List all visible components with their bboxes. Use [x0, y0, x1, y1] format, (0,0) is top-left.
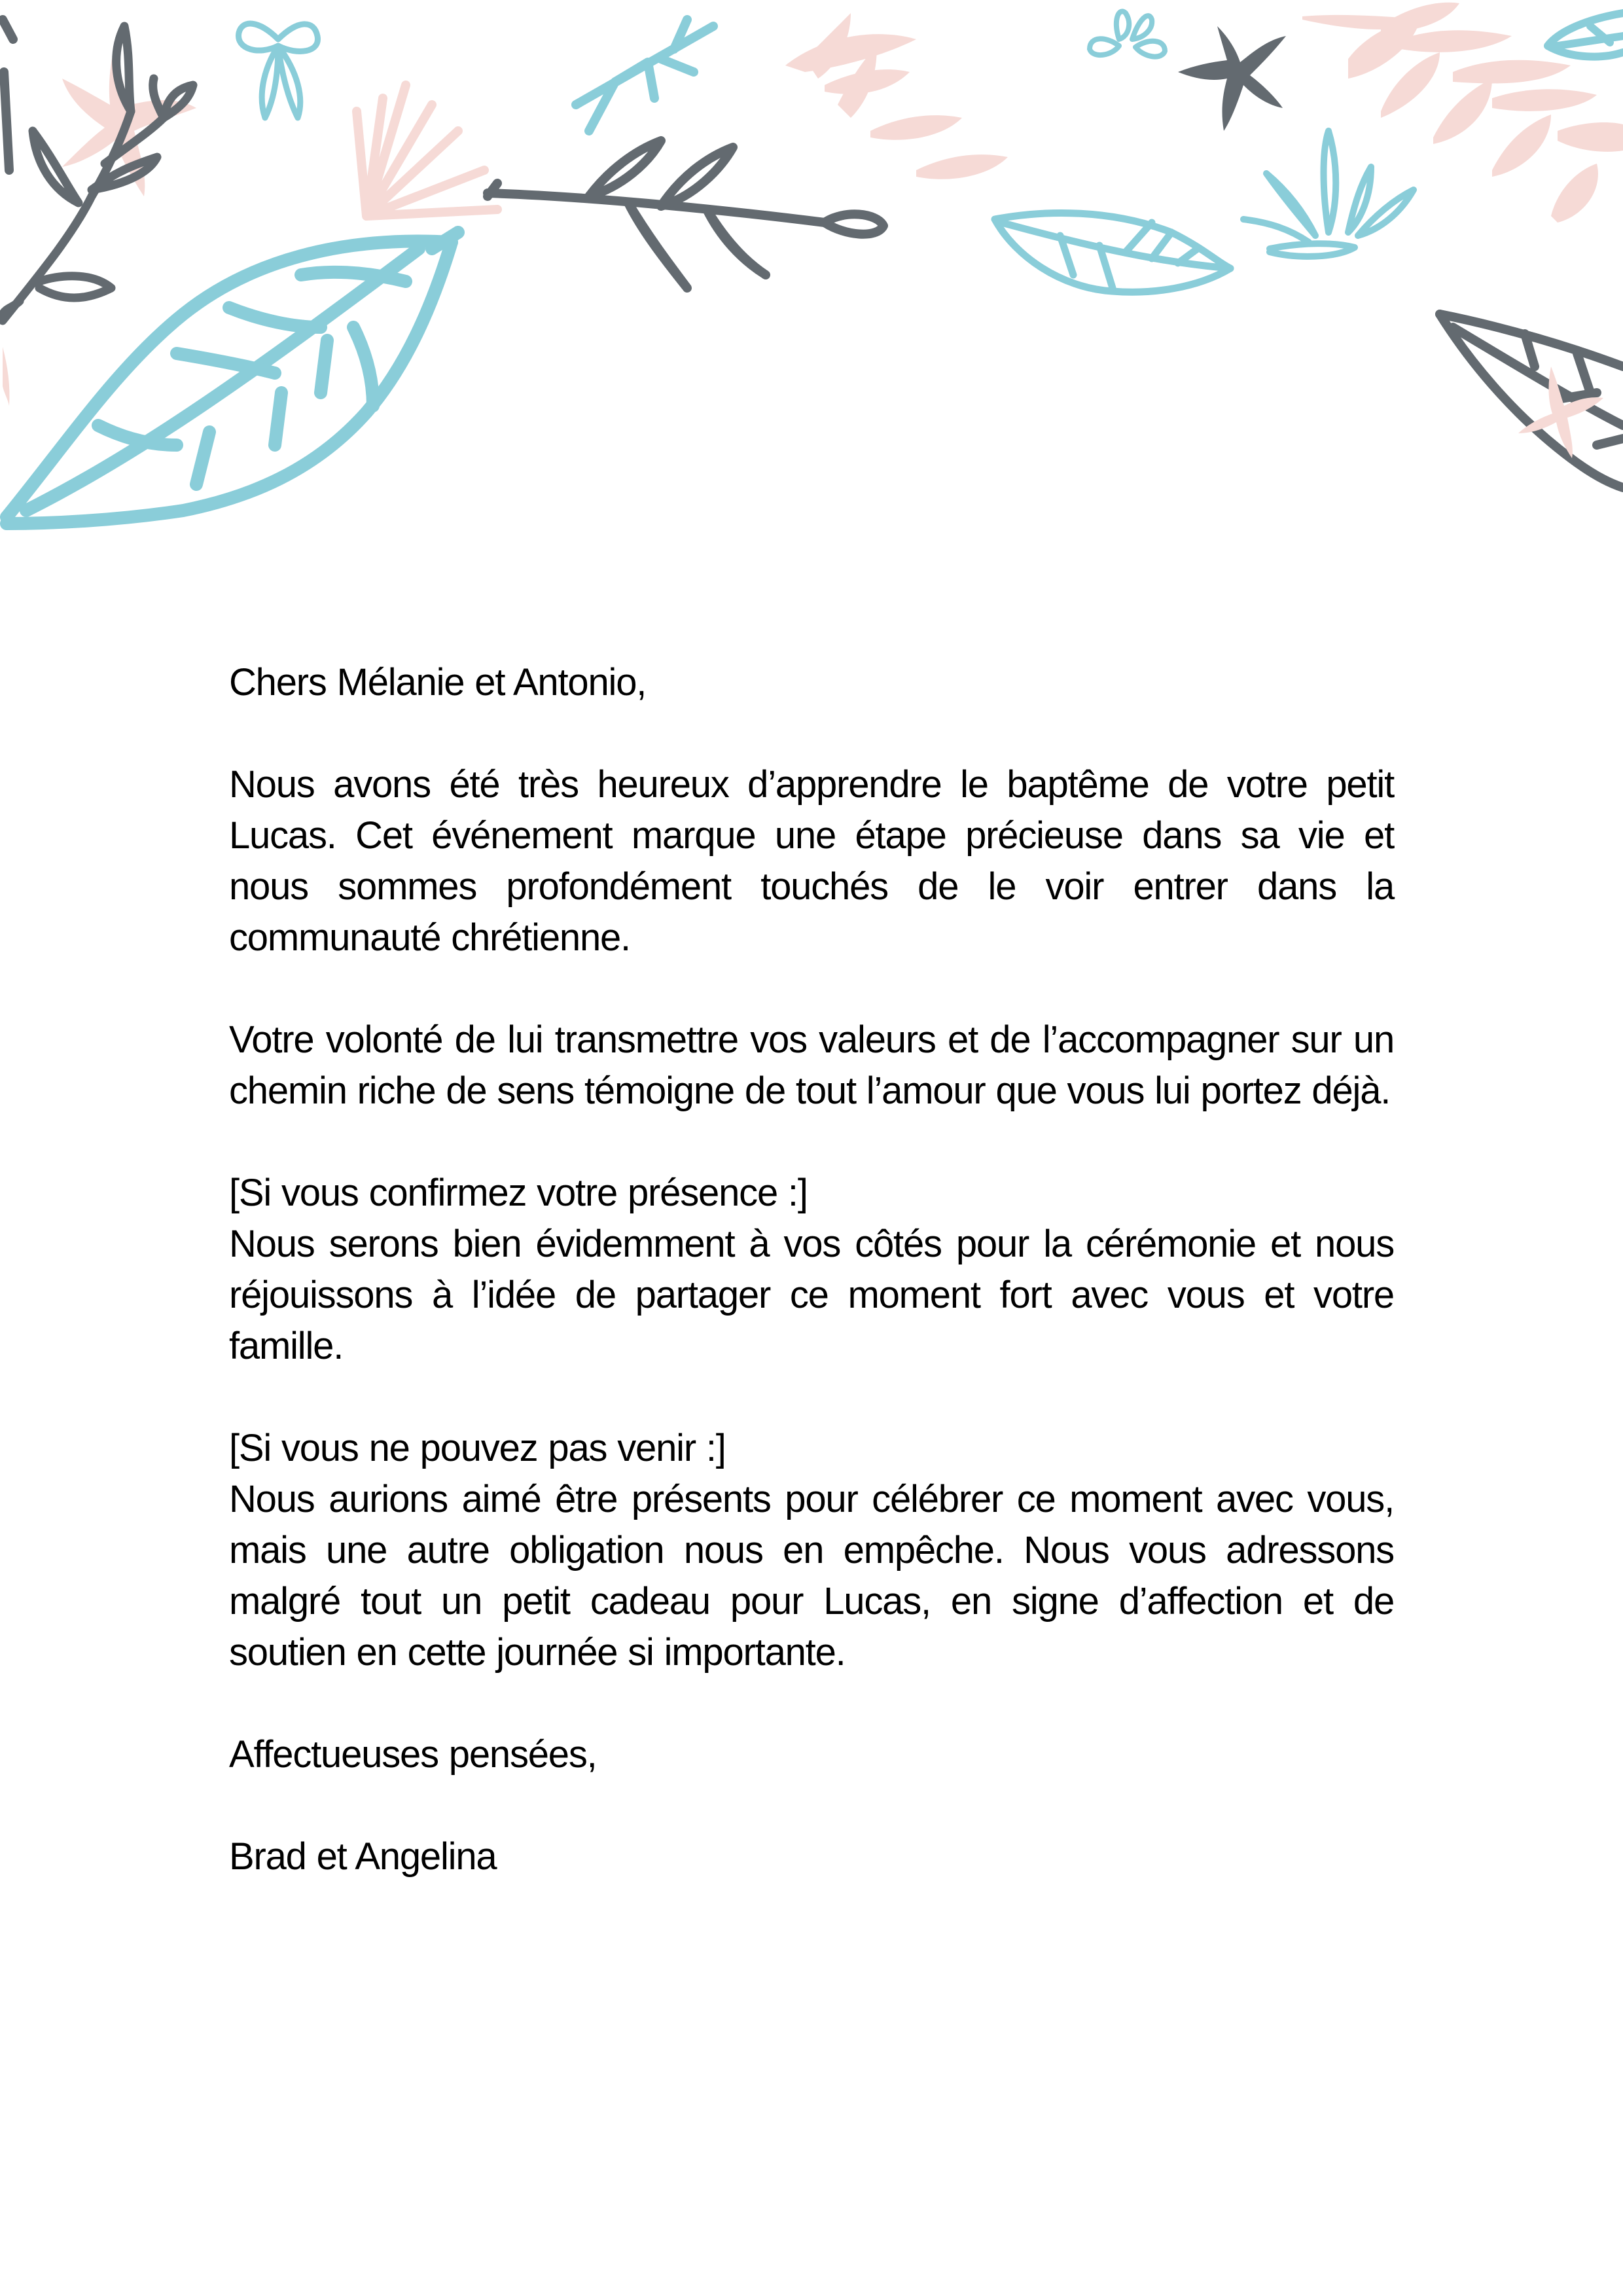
section-cannot-attend [229, 1423, 1394, 1678]
flower-icon [1090, 11, 1165, 56]
leaf-branch-icon [3, 26, 193, 321]
flower-icon [239, 24, 318, 118]
sprig-icon [1243, 131, 1414, 257]
gray-stem-icon [3, 20, 13, 170]
leaf-branch-icon [785, 13, 1008, 179]
signature: Brad et Angelina [229, 1835, 497, 1878]
paragraph-values: Votre volonté de lui transmettre vos valeurs et de l’accompagner sur un chemin riche de sens témoigne de tout l’amour que vous lui portez déjà. [229, 1018, 1394, 1112]
leaf-icon [995, 213, 1230, 292]
option-present-text: Nous serons bien évidemment à vos côtés pour la cérémonie et nous réjouissons à l’idée de partager ce moment fort avec vous et votre famille. [229, 1223, 1394, 1367]
closing: Affectueuses pensées, [229, 1733, 597, 1776]
leaf-branch-icon [488, 141, 883, 288]
leaf-icon [1548, 13, 1623, 57]
star-flower-icon [1178, 26, 1286, 131]
letter-body [229, 657, 1394, 1933]
option-absent-label: [Si vous ne pouvez pas venir :] [229, 1427, 726, 1469]
sprig-icon [357, 85, 497, 216]
leaf-branch-icon [1302, 3, 1623, 223]
option-absent-text: Nous aurions aimé être présents pour célébrer ce moment avec vous, mais une autre obligation nous en empêche. Nous vous adressons malgré tout un petit cadeau pour Lucas, en signe d’affection et de soutien en cette journée si importante. [229, 1478, 1394, 1674]
option-present-label: [Si vous confirmez votre présence :] [229, 1172, 808, 1214]
petal-icon [3, 347, 10, 406]
leaf-branch-icon [576, 20, 713, 131]
section-confirm-presence [229, 1168, 1394, 1372]
greeting: Chers Mélanie et Antonio, [229, 661, 647, 704]
paragraph-baptism-news: Nous avons été très heureux d’apprendre le baptême de votre petit Lucas. Cet événement marque une étape précieuse dans sa vie et nous sommes profondément touchés de le voir entrer dans la communauté chrétienne. [229, 763, 1394, 959]
floral-header-decoration [0, 0, 1623, 615]
